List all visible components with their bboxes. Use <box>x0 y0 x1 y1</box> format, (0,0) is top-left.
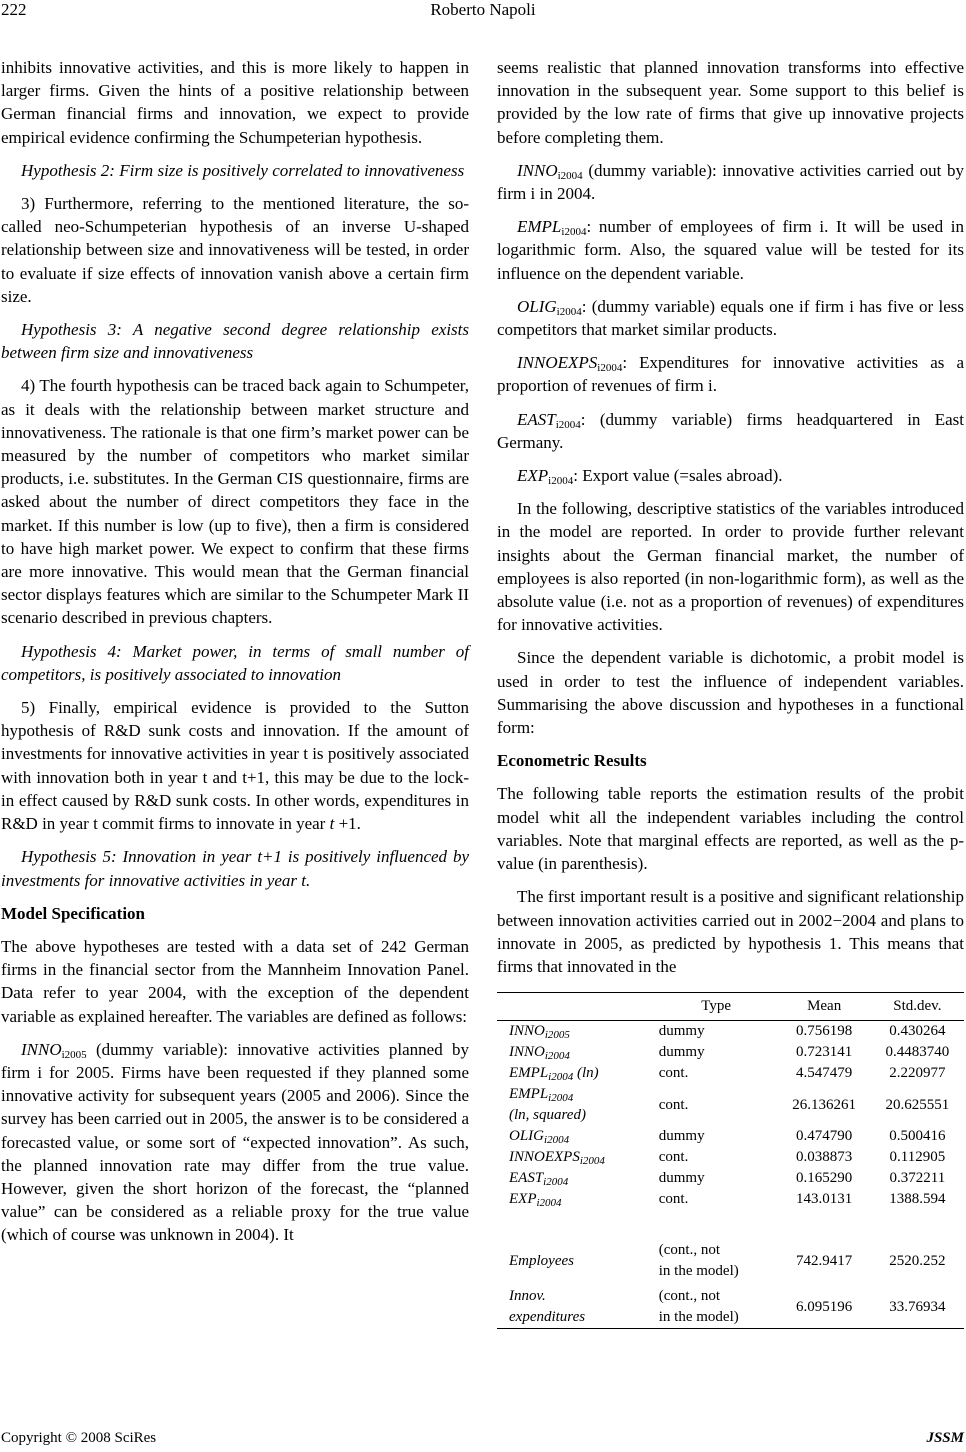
left-column <box>1 56 469 1257</box>
variable-name: INNOEXPS <box>509 1149 580 1166</box>
page-number: 222 <box>1 0 27 19</box>
mean-cell: 0.474790 <box>796 1128 853 1145</box>
type-cell <box>655 1189 778 1210</box>
paragraph: 3) Furthermore, referring to the mentioned literature, the so-called neo-Schumpeterian hypothesis of an inverse U-shaped relationship between size and innovativeness will be tested, in order to evaluate if size effects of innovation vanish above a certain firm size. <box>1 194 469 306</box>
mean-cell: 0.038873 <box>796 1149 853 1166</box>
std-dev-cell: 0.500416 <box>889 1128 946 1145</box>
paragraph <box>1 696 469 835</box>
variable-subscript: i2005 <box>544 1029 570 1042</box>
variable-subscript: i2004 <box>597 362 623 375</box>
table-row <box>497 1189 964 1210</box>
table-row <box>497 1042 964 1063</box>
variable-name: EAST <box>517 409 556 429</box>
variable-name: EXP <box>509 1191 537 1208</box>
section-heading-model: Model Specification <box>1 903 146 923</box>
type-label: cont. <box>658 1096 689 1113</box>
type-cell <box>655 1147 778 1168</box>
paragraph: The following table reports the estimation results of the probit model whit all the independent variables including the control variables. Note that marginal effects are reported, as well as the p-value (in parenthesis). <box>497 784 964 874</box>
variable-name: INNO <box>509 1023 545 1040</box>
type-cell <box>655 1168 778 1189</box>
page-header <box>0 0 966 26</box>
text-span: t <box>329 814 335 834</box>
hypothesis-3: Hypothesis 3: A negative second degree relationship exists between firm size and innovativeness <box>1 320 469 363</box>
table-row <box>497 1210 964 1282</box>
type-label: cont. <box>658 1149 689 1166</box>
paragraph: inhibits innovative activities, and this is more likely to happen in larger firms. Given the hints of a positive relationship between German financial firms and innovation, we expect to provide empirical evidence confirming the Schumpeterian hypothesis. <box>1 58 469 147</box>
table-row <box>497 1084 964 1126</box>
variable-name: EMPL <box>509 1065 549 1082</box>
std-dev-cell: 0.4483740 <box>885 1044 950 1061</box>
variable-subscript: i2004 <box>555 418 581 431</box>
type-label: cont. <box>658 1191 689 1208</box>
type-label: dummy <box>658 1128 705 1145</box>
table-row <box>497 1126 964 1147</box>
mean-cell: 0.165290 <box>796 1170 853 1187</box>
type-label-line2: in the model) <box>658 1263 739 1280</box>
variable-subscript: i2004 <box>543 1176 569 1189</box>
mean-cell: 0.723141 <box>796 1044 853 1061</box>
variable-line2: (ln, squared) <box>509 1107 586 1124</box>
std-dev-cell: 2520.252 <box>889 1252 946 1269</box>
type-cell <box>655 1063 778 1084</box>
variable-subscript: i2004 <box>561 226 587 239</box>
type-cell <box>655 1126 778 1147</box>
paragraph: seems realistic that planned innovation transforms into effective innovation in the subsequent year. Some support to this belief is provided by the low rate of firms that give up innovative projects before completing them. <box>497 58 964 147</box>
mean-cell: 742.9417 <box>796 1252 853 1269</box>
mean-cell: 6.095196 <box>778 1282 871 1329</box>
type-label: dummy <box>658 1170 705 1187</box>
variable-definition <box>497 464 964 487</box>
variable-subscript: i2004 <box>557 169 583 182</box>
variable-cell <box>497 1021 655 1043</box>
variable-suffix: (ln) <box>573 1065 599 1082</box>
type-cell <box>655 1282 778 1329</box>
variable-definition <box>497 351 964 397</box>
table-row <box>497 1063 964 1084</box>
std-dev-cell: 0.430264 <box>889 1023 946 1040</box>
variable-name: EXP <box>517 466 549 486</box>
mean-cell: 4.547479 <box>796 1065 853 1082</box>
type-label-line2: in the model) <box>658 1309 739 1326</box>
variable-name: INNO <box>517 160 558 180</box>
variable-subscript: i2004 <box>579 1155 605 1168</box>
variable-cell <box>497 1168 655 1189</box>
variable-name: EAST <box>509 1170 544 1187</box>
type-cell <box>655 1021 778 1043</box>
table-row <box>497 1147 964 1168</box>
variable-name: Innov. <box>509 1288 546 1305</box>
variable-subscript: i2004 <box>556 305 582 318</box>
column-header: Type <box>655 993 778 1021</box>
std-dev-cell: 0.112905 <box>889 1149 946 1166</box>
variable-name: OLIG <box>509 1128 545 1145</box>
variable-cell <box>497 1189 655 1210</box>
hypothesis-2: Hypothesis 2: Firm size is positively correlated to innovativeness <box>21 160 465 180</box>
paragraph: The above hypotheses are tested with a data set of 242 German firms in the financial sector from the Mannheim Innovation Panel. Data refer to year 2004, with the exception of the dependent variable as explained hereafter. The variables are defined as follows: <box>1 936 469 1026</box>
type-cell <box>655 1042 778 1063</box>
variable-name: INNO <box>509 1044 545 1061</box>
table-row <box>497 1168 964 1189</box>
variable-text: : number of employees of firm i. It will be used in logarithmic form. Also, the squared value will be tested for its influence on the dependent variable. <box>497 217 964 283</box>
type-label: (cont., not <box>658 1288 720 1305</box>
type-label: dummy <box>658 1044 705 1061</box>
column-header <box>497 993 655 1021</box>
copyright-notice: Copyright © 2008 SciRes <box>1 1430 157 1446</box>
journal-name: JSSM <box>926 1430 964 1446</box>
variable-cell <box>497 1042 655 1063</box>
std-dev-cell: 33.76934 <box>871 1282 964 1329</box>
variable-name: INNOEXPS <box>517 353 598 373</box>
type-label: dummy <box>658 1023 705 1040</box>
std-dev-cell: 0.372211 <box>889 1170 946 1187</box>
variable-text: : (dummy variable) equals one if firm i has five or less competitors that market similar products. <box>497 296 964 340</box>
hypothesis-5: Hypothesis 5: Innovation in year t+1 is positively influenced by investments for innovative activities in year t. <box>1 847 469 890</box>
table-row <box>497 1282 964 1329</box>
variable-subscript: i2004 <box>548 475 574 488</box>
variable-cell <box>497 1210 655 1282</box>
paragraph: 4) The fourth hypothesis can be traced back again to Schumpeter, as it deals with the relationship between market structure and innovativeness. The rationale is that one firm’s market power can be measured by the number of competitors who market similar products, i.e. substitutes. In the German CIS questionnaire, firms are asked about the number of direct competitors they face in the market. If this number is low (up to five), then a firm is considered to have high market power. We expect to confirm that these firms are more innovative. This would mean that the German financial sector displays features which are similar to the Schumpeter Mark II scenario described in previous chapters. <box>1 376 469 628</box>
variable-definition <box>497 295 964 341</box>
mean-cell: 143.0131 <box>796 1191 853 1208</box>
variable-subscript: i2004 <box>536 1197 562 1210</box>
variable-text: (dummy variable): innovative activities carried out by firm i in 2004. <box>497 160 964 204</box>
variable-name: EMPL <box>509 1086 549 1103</box>
variable-name: INNO <box>21 1039 62 1059</box>
running-author: Roberto Napoli <box>430 0 536 19</box>
type-cell <box>655 1210 778 1282</box>
variable-line2: expenditures <box>509 1309 586 1326</box>
table-body <box>497 1021 964 1329</box>
text-span: +1. <box>334 814 361 834</box>
std-dev-cell: 2.220977 <box>889 1065 946 1082</box>
variable-cell <box>497 1147 655 1168</box>
variable-text: : Export value (=sales abroad). <box>573 466 783 486</box>
variable-definition <box>497 159 964 205</box>
section-heading-results: Econometric Results <box>497 751 647 771</box>
variable-cell <box>497 1282 655 1329</box>
type-label: (cont., not <box>658 1242 720 1259</box>
variable-name: EMPL <box>517 217 562 237</box>
variable-definition <box>497 408 964 454</box>
descriptive-statistics-table <box>497 992 964 1329</box>
variable-name: Employees <box>509 1252 574 1269</box>
std-dev-cell: 20.625551 <box>885 1096 950 1113</box>
column-header: Std.dev. <box>871 993 964 1021</box>
variable-subscript: i2005 <box>61 1048 87 1061</box>
variable-cell <box>497 1084 655 1126</box>
type-label: cont. <box>658 1065 689 1082</box>
paragraph: The first important result is a positive and significant relationship between innovation activities carried out in 2002−2004 and plans to innovate in 2005, as predicted by hypothesis 1. This means that firms that innovated in the <box>497 887 964 976</box>
variable-cell <box>497 1126 655 1147</box>
variable-name: OLIG <box>517 296 557 316</box>
std-dev-cell: 1388.594 <box>889 1191 946 1208</box>
type-cell <box>655 1084 778 1126</box>
variable-definition <box>497 215 964 285</box>
variable-definition <box>1 1038 469 1247</box>
paragraph: In the following, descriptive statistics of the variables introduced in the model are reported. In order to provide further relevant insights about the German financial market, the number of employees is also reported (in non-logarithmic form), as well as the absolute value (i.e. not as a proportion of revenues) of expenditures for innovative activities. <box>497 499 964 635</box>
variable-text: : (dummy variable) firms headquartered in East Germany. <box>497 409 964 452</box>
variable-subscript: i2004 <box>548 1092 574 1105</box>
variable-cell <box>497 1063 655 1084</box>
text-span: 5) Finally, empirical evidence is provided to the Sutton hypothesis of R&D sunk costs and innovation. If the amount of investments for innovative activities in year t is positively associated with innovation both in year t and t+1, this may be due to the lock-in effect caused by R&D sunk costs. In other words, expenditures in R&D in year t commit firms to innovate in year <box>1 698 469 834</box>
variable-text: (dummy variable): innovative activities planned by firm i for 2005. Firms have been requested if they planned some innovative activity for subsequent years (2005 and 2006). Since the survey has been carried out in 2005, the answer is to be considered a forecasted value, or some sort of “expected innovation”. As such, the planned innovation rate may differ from the true value. However, given the short horizon of the forecast, the “planned value” can be considered as a reliable proxy for the true value (which of course was unknown in 2004). It <box>1 1039 469 1245</box>
hypothesis-4: Hypothesis 4: Market power, in terms of small number of competitors, is positively associated to innovation <box>1 641 469 684</box>
right-column <box>497 56 964 1329</box>
mean-cell: 26.136261 <box>792 1096 857 1113</box>
variable-text: : Expenditures for innovative activities as a proportion of revenues of firm i. <box>497 353 964 396</box>
table-row <box>497 1021 964 1043</box>
mean-cell: 0.756198 <box>796 1023 853 1040</box>
variable-subscript: i2004 <box>544 1050 570 1063</box>
variable-subscript: i2004 <box>548 1071 574 1084</box>
column-header: Mean <box>778 993 871 1021</box>
paragraph: Since the dependent variable is dichotomic, a probit model is used in order to test the influence of independent variables. Summarising the above discussion and hypotheses in a functional form: <box>497 648 964 738</box>
table-header-row <box>497 993 964 1021</box>
variable-subscript: i2004 <box>544 1134 570 1147</box>
